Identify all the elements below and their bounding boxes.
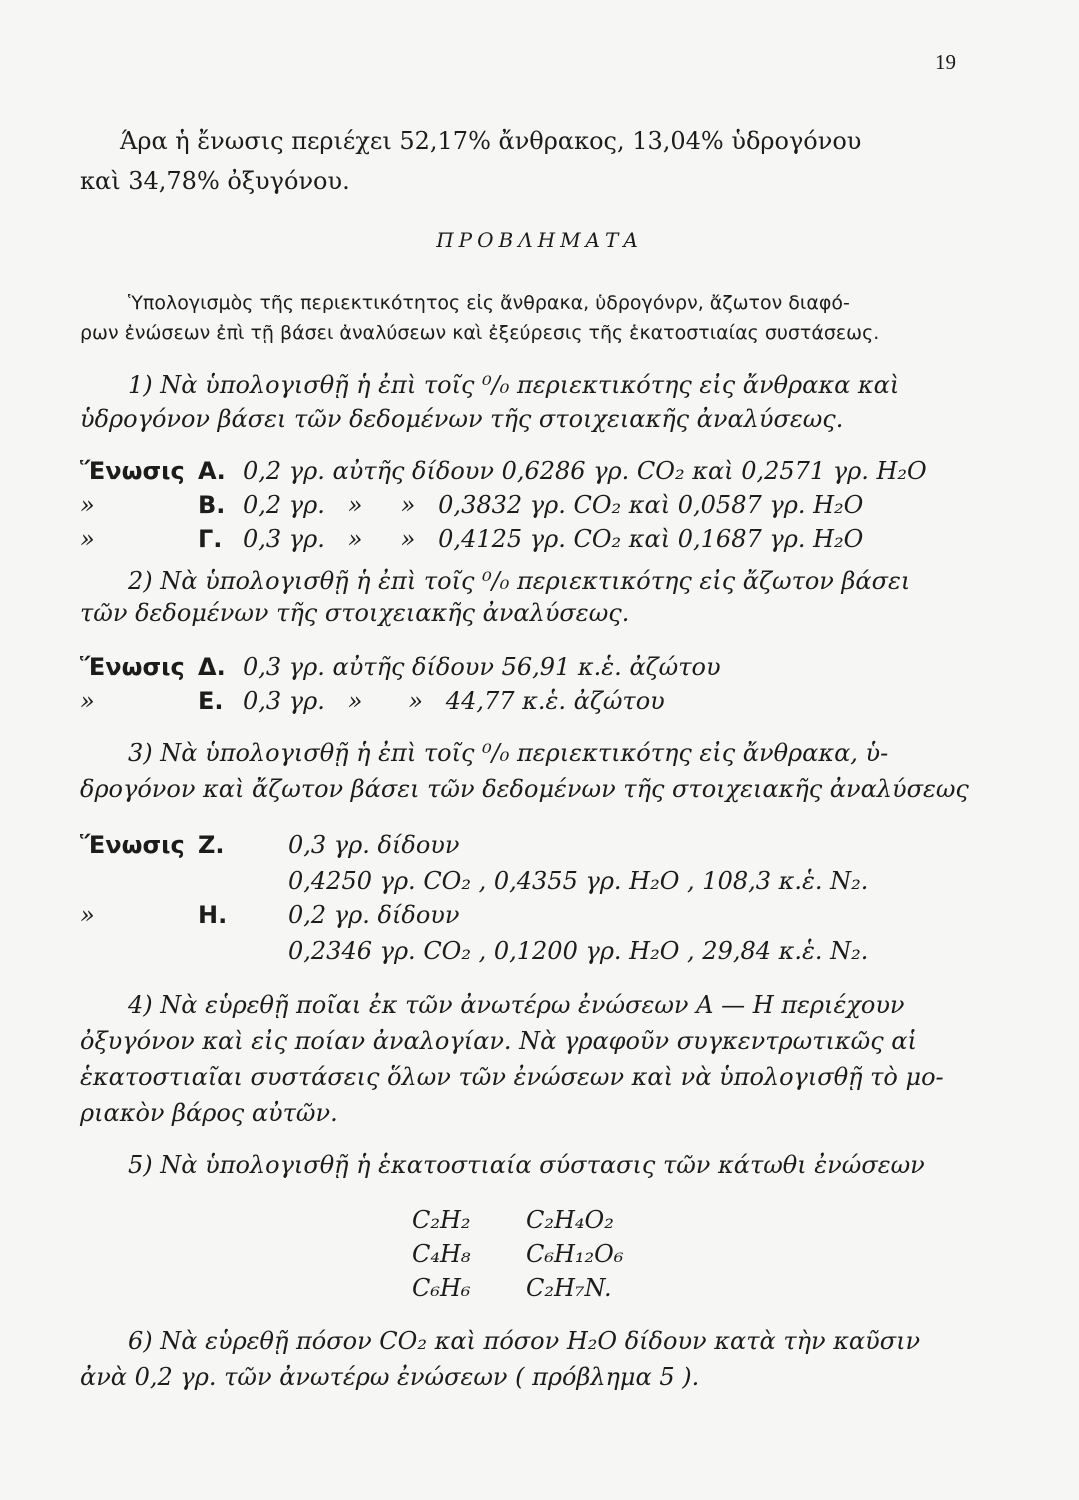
problem-2-line-2: τῶν δεδομένων τῆς στοιχειακῆς ἀναλύσεως.	[80, 599, 630, 627]
intro-line-2: καὶ 34,78% ὀξυγόνου.	[80, 167, 350, 195]
compound-letter: Ζ.	[198, 831, 225, 859]
compound-letter: Γ.	[198, 525, 223, 553]
section-heading: ΠΡΟΒΛΗΜΑΤΑ	[436, 228, 643, 252]
compound-a	[80, 456, 927, 486]
compound-z-results: 0,4250 γρ. CO₂ , 0,4355 γρ. H₂O , 108,3 κ.ἑ. N₂.	[288, 867, 869, 895]
compound-data: 0,3 γρ. » » 0,4125 γρ. CO₂ καὶ 0,1687 γρ. H₂O	[243, 525, 864, 553]
compound-letter: Ε.	[198, 687, 224, 715]
formula: C₆H₁₂O₆	[526, 1240, 624, 1268]
compound-data: 0,3 γρ. » » 44,77 κ.ἑ. ἀζώτου	[243, 687, 665, 715]
problem-4-line-4: ριακὸν βάρος αὐτῶν.	[80, 1099, 338, 1127]
problem-6-line-2: ἀνὰ 0,2 γρ. τῶν ἀνωτέρω ἐνώσεων ( πρόβλημα 5 ).	[80, 1363, 700, 1391]
problem-4-line-1: 4) Νὰ εὑρεθῇ ποῖαι ἐκ τῶν ἀνωτέρω ἐνώσεων Α — Η περιέχουν	[128, 991, 905, 1019]
compound-prefix: Ἕνωσις	[80, 831, 185, 859]
compound-prefix: »	[80, 525, 95, 553]
compound-letter: Β.	[198, 491, 226, 519]
compound-e	[80, 686, 665, 716]
problem-5: 5) Νὰ ὑπολογισθῇ ἡ ἑκατοστιαία σύστασις τῶν κάτωθι ἐνώσεων	[128, 1151, 925, 1179]
problem-1-line-2: ὑδρογόνον βάσει τῶν δεδομένων τῆς στοιχειακῆς ἀναλύσεως.	[80, 405, 844, 433]
formula: C₆H₆	[412, 1274, 471, 1302]
compound-h	[80, 900, 459, 930]
problem-2-line-1: 2) Νὰ ὑπολογισθῇ ἡ ἐπὶ τοῖς ⁰/₀ περιεκτικότης εἰς ἄζωτον βάσει	[128, 567, 911, 595]
page-number: 19	[935, 50, 956, 74]
compound-prefix: »	[80, 901, 95, 929]
problem-4-line-2: ὀξυγόνον καὶ εἰς ποίαν ἀναλογίαν. Νὰ γραφοῦν συγκεντρωτικῶς αἱ	[80, 1027, 917, 1055]
compound-h-results: 0,2346 γρ. CO₂ , 0,1200 γρ. H₂O , 29,84 κ.ἑ. N₂.	[288, 937, 869, 965]
subtitle-line-1: Ὑπολογισμὸς τῆς περιεκτικότητος εἰς ἄνθρακα, ὑδρογόνρν, ἄζωτον διαφό-	[128, 292, 850, 314]
compound-data: 0,3 γρ. αὐτῆς δίδουν 56,91 κ.ἑ. ἀζώτου	[243, 653, 721, 681]
formula: C₂H₇N.	[526, 1274, 612, 1302]
formula: C₂H₂	[412, 1206, 471, 1234]
intro-line-1: Άρα ἡ ἔνωσις περιέχει 52,17% ἄνθρακος, 13,04% ὑδρογόνου	[120, 127, 862, 155]
subtitle-line-2: ρων ἐνώσεων ἐπὶ τῇ βάσει ἀναλύσεων καὶ ἐξεύρεσις τῆς ἑκατοστιαίας συστάσεως.	[80, 322, 880, 344]
problem-4-line-3: ἑκατοστιαῖαι συστάσεις ὅλων τῶν ἐνώσεων καὶ νὰ ὑπολογισθῇ τὸ μο-	[80, 1063, 944, 1091]
compound-data: 0,2 γρ. αὐτῆς δίδουν 0,6286 γρ. CO₂ καὶ 0,2571 γρ. H₂O	[243, 457, 927, 485]
compound-prefix: Ἕνωσις	[80, 457, 185, 485]
compound-letter: Α.	[198, 457, 226, 485]
compound-data: 0,3 γρ. δίδουν	[288, 831, 460, 859]
problem-3-line-1: 3) Νὰ ὑπολογισθῇ ἡ ἐπὶ τοῖς ⁰/₀ περιεκτικότης εἰς ἄνθρακα, ὑ-	[128, 739, 889, 767]
compound-b	[80, 490, 863, 520]
formula: C₂H₄O₂	[526, 1206, 614, 1234]
compound-prefix: Ἕνωσις	[80, 653, 185, 681]
compound-data: 0,2 γρ. δίδουν	[288, 901, 460, 929]
compound-prefix: »	[80, 491, 95, 519]
formula: C₄H₈	[412, 1240, 471, 1268]
compound-d	[80, 652, 721, 682]
compound-letter: Δ.	[198, 653, 226, 681]
compound-data: 0,2 γρ. » » 0,3832 γρ. CO₂ καὶ 0,0587 γρ. H₂O	[243, 491, 864, 519]
compound-prefix: »	[80, 687, 95, 715]
problem-3-line-2: δρογόνον καὶ ἄζωτον βάσει τῶν δεδομένων τῆς στοιχειακῆς ἀναλύσεως	[80, 775, 969, 803]
problem-1-line-1: 1) Νὰ ὑπολογισθῇ ἡ ἐπὶ τοῖς ⁰/₀ περιεκτικότης εἰς ἄνθρακα καὶ	[128, 371, 900, 399]
compound-letter: Η.	[198, 901, 228, 929]
compound-z	[80, 830, 459, 860]
compound-g	[80, 524, 863, 554]
problem-6-line-1: 6) Νὰ εὑρεθῇ πόσον CO₂ καὶ πόσον H₂O δίδουν κατὰ τὴν καῦσιν	[128, 1327, 921, 1355]
